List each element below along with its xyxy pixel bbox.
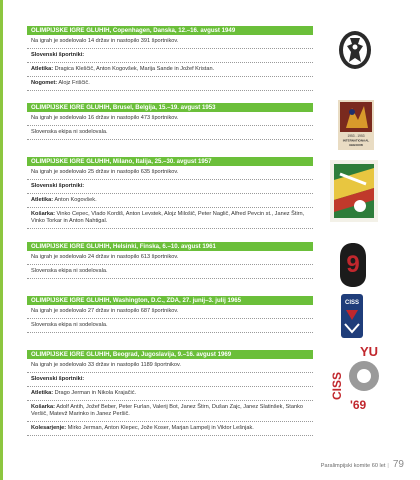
brussels-1953-poster: [338, 100, 374, 150]
belgrade-1969-emblem: [326, 342, 386, 414]
copenhagen-1949-emblem: [337, 28, 373, 72]
svg-text:INTERNATIONAAL: INTERNATIONAAL: [342, 138, 370, 143]
page-footer: [321, 459, 404, 470]
belgrade-logo-yu: YU: [360, 344, 379, 359]
section-header: OLIMPIJSKE IGRE GLUHIH, Milano, Italija, 25.–30. avgust 1957: [27, 157, 313, 166]
section-header: OLIMPIJSKE IGRE GLUHIH, Washington, D.C., ZDA, 27. junij–3. julij 1965: [27, 296, 313, 305]
participation-text: Na igrah je sodelovalo 33 držav in nastopilo 1189 športnikov.: [27, 359, 313, 373]
sport-row-basketball: Košarka: Adolf Antih, Jožef Beber, Peter Furlan, Valerij Bot, Janez Štirn, Dušan Zajc, Janez Slatinšek, Stanko Veršič, Matevž Marinko in Janez Peršič.: [27, 401, 313, 422]
sport-row-athletics: Atletika: Drago Jerman in Nikola Krajačić.: [27, 387, 313, 401]
non-participation-note: Slovenska ekipa ni sodelovala.: [27, 319, 313, 333]
section-header: OLIMPIJSKE IGRE GLUHIH, Beograd, Jugoslavija, 9.–16. avgust 1969: [27, 350, 313, 359]
participation-text: Na igrah je sodelovalo 24 držav in nastopilo 613 športnikov.: [27, 251, 313, 265]
svg-text:GEBOUW: GEBOUW: [349, 143, 363, 147]
games-section-1949: [27, 26, 313, 91]
non-participation-note: Slovenska ekipa ni sodelovala.: [27, 265, 313, 279]
section-header: OLIMPIJSKE IGRE GLUHIH, Copenhagen, Danska, 12.–16. avgust 1949: [27, 26, 313, 35]
belgrade-logo-ciss: CISS: [330, 371, 344, 400]
sport-row-football: Nogomet: Alojz Friščič.: [27, 77, 313, 91]
svg-text:1953 - 1953: 1953 - 1953: [347, 134, 365, 138]
page-edge-bar: [0, 0, 3, 480]
participation-text: Na igrah je sodelovalo 25 držav in nastopilo 635 športnikov.: [27, 166, 313, 180]
milano-1957-poster: [330, 160, 378, 222]
games-section-1953: [27, 103, 313, 140]
helsinki-1961-emblem: [338, 241, 368, 289]
team-heading: Slovenski športniki:: [27, 180, 313, 194]
section-header: OLIMPIJSKE IGRE GLUHIH, Helsinki, Finska, 6.–10. avgust 1961: [27, 242, 313, 251]
section-header: OLIMPIJSKE IGRE GLUHIH, Brusel, Belgija, 15.–19. avgust 1953: [27, 103, 313, 112]
belgrade-logo-year: '69: [350, 398, 367, 412]
washington-logo-text: CISS: [344, 300, 360, 306]
sport-row-cycling: Kolesarjenje: Mirko Jerman, Anton Klepec, Jože Koser, Marjan Lampelj in Viktor Lešnjak.: [27, 422, 313, 436]
participation-text: Na igrah je sodelovalo 27 držav in nastopilo 687 športnikov.: [27, 305, 313, 319]
team-heading: Slovenski športniki:: [27, 49, 313, 63]
sport-row-basketball: Košarka: Vinko Cepec, Vlado Kordiš, Anton Levstek, Alojz Milošič, Peter Naglič, Alfred Pevcin st., Janez Štirn, Vinko Torkar in Anton Nahtigal.: [27, 208, 313, 229]
games-section-1965: [27, 296, 313, 333]
team-heading: Slovenski športniki:: [27, 373, 313, 387]
helsinki-logo-number: 9: [346, 251, 360, 278]
games-section-1969: [27, 350, 313, 436]
sport-row-athletics: Atletika: Anton Kogovšek.: [27, 194, 313, 208]
games-section-1961: [27, 242, 313, 279]
participation-text: Na igrah je sodelovalo 16 držav in nastopilo 473 športnikov.: [27, 112, 313, 126]
washington-1965-emblem: [338, 292, 366, 340]
page-number: 79: [392, 459, 404, 470]
footer-separator: |: [387, 463, 389, 469]
sport-row-athletics: Atletika: Dragica Kleščič, Anton Kogovšek, Marija Sande in Jožef Kristan.: [27, 63, 313, 77]
non-participation-note: Slovenska ekipa ni sodelovala.: [27, 126, 313, 140]
participation-text: Na igrah je sodelovalo 14 držav in nastopilo 391 športnikov.: [27, 35, 313, 49]
footer-label: Paralimpijski komite 60 let: [320, 463, 386, 469]
games-section-1957: [27, 157, 313, 229]
